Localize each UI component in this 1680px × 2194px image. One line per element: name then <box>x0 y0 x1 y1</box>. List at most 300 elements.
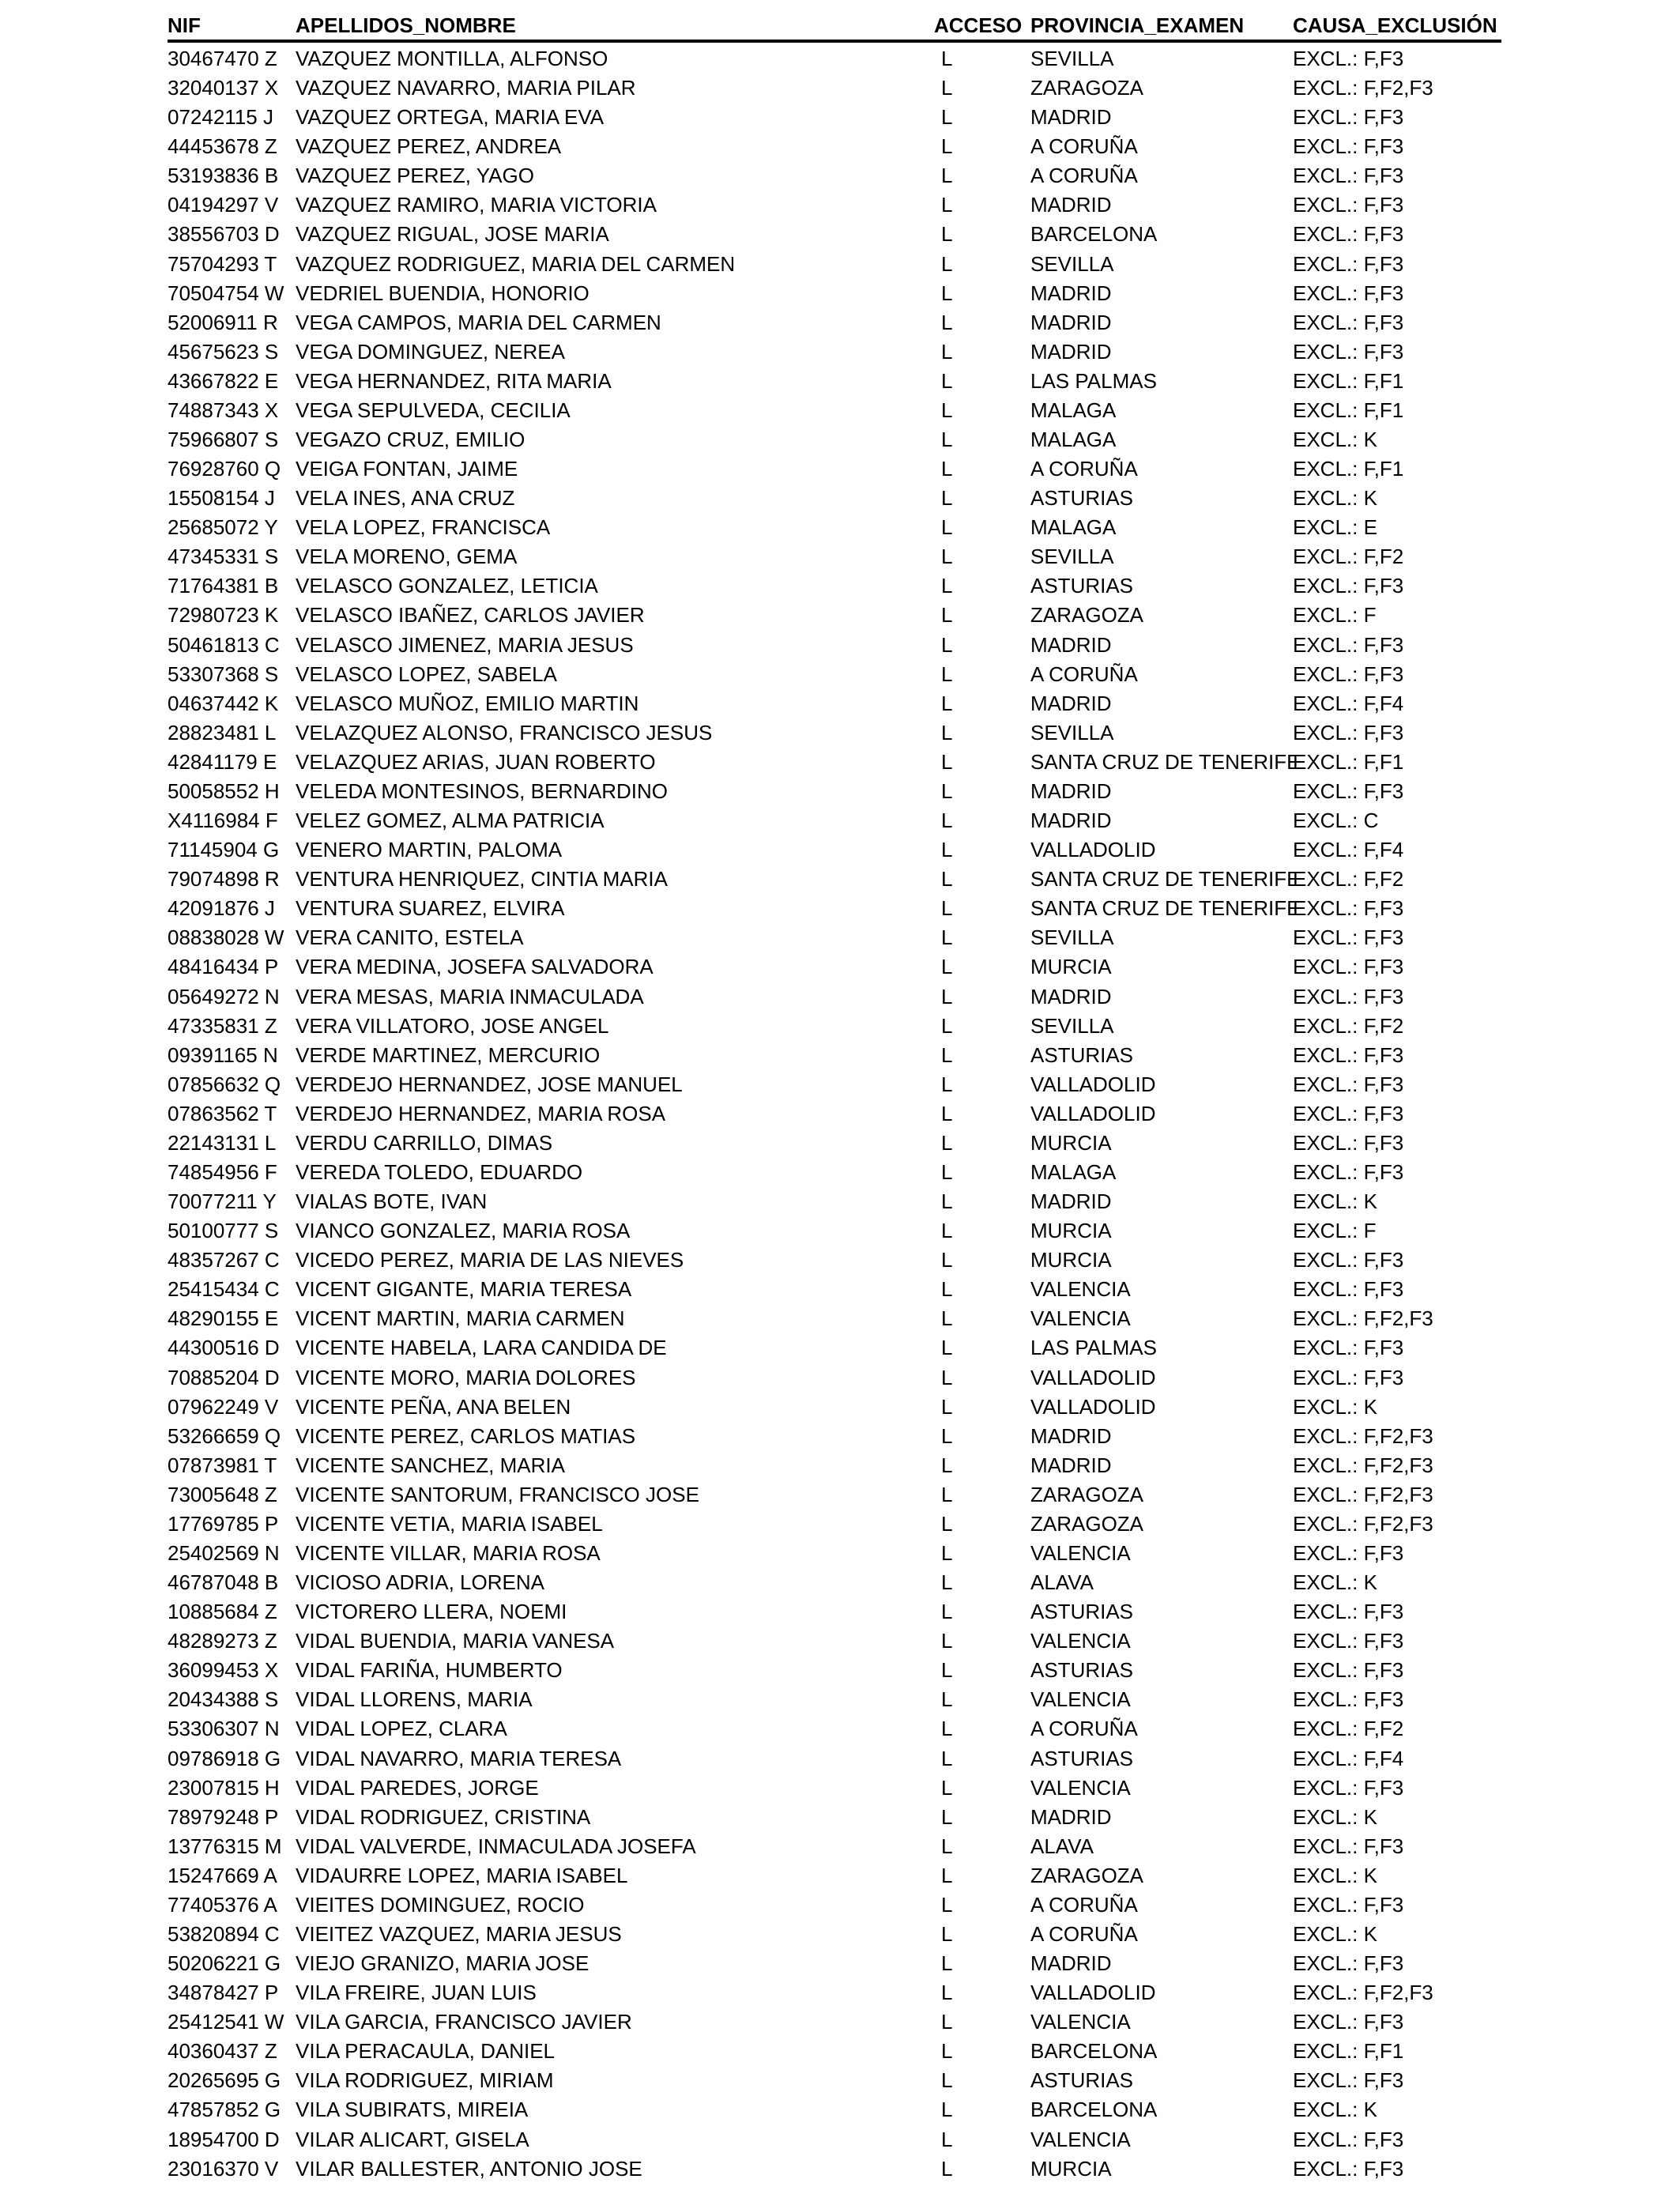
cell-nif: 79074898 R <box>168 867 280 892</box>
cell-acceso: L <box>941 281 953 305</box>
table-row <box>168 1978 1501 2007</box>
cell-apellidos-nombre: VELAZQUEZ ARIAS, JUAN ROBERTO <box>296 749 656 774</box>
cell-causa-exclusion: EXCL.: F,F4 <box>1293 691 1404 715</box>
cell-causa-exclusion: EXCL.: K <box>1293 428 1377 452</box>
cell-acceso: L <box>941 1863 953 1887</box>
table-row <box>168 1568 1501 1597</box>
cell-causa-exclusion: EXCL.: F,F3 <box>1293 1159 1404 1184</box>
cell-apellidos-nombre: VAZQUEZ PEREZ, YAGO <box>296 164 534 188</box>
cell-causa-exclusion: EXCL.: E <box>1293 515 1377 540</box>
cell-provincia-examen: VALENCIA <box>1030 1775 1131 1800</box>
cell-causa-exclusion: EXCL.: F,F3 <box>1293 1892 1404 1917</box>
cell-provincia-examen: A CORUÑA <box>1030 457 1138 481</box>
cell-apellidos-nombre: VAZQUEZ RIGUAL, JOSE MARIA <box>296 222 609 247</box>
cell-apellidos-nombre: VERA VILLATORO, JOSE ANGEL <box>296 1013 609 1038</box>
cell-apellidos-nombre: VIDAL FARIÑA, HUMBERTO <box>296 1658 563 1683</box>
cell-causa-exclusion: EXCL.: F,F2,F3 <box>1293 1511 1433 1536</box>
cell-nif: 46787048 B <box>168 1570 279 1595</box>
cell-provincia-examen: A CORUÑA <box>1030 164 1138 188</box>
table-row <box>168 1333 1501 1363</box>
cell-causa-exclusion: EXCL.: F,F1 <box>1293 457 1404 481</box>
cell-apellidos-nombre: VIDAL LLORENS, MARIA <box>296 1687 533 1712</box>
cell-acceso: L <box>941 1540 953 1565</box>
cell-provincia-examen: MADRID <box>1030 984 1112 1008</box>
cell-nif: 78979248 P <box>168 1804 279 1829</box>
cell-acceso: L <box>941 1365 953 1389</box>
exclusion-list <box>168 11 1501 2184</box>
cell-causa-exclusion: EXCL.: F,F3 <box>1293 1629 1404 1653</box>
cell-acceso: L <box>941 310 953 334</box>
table-row <box>168 571 1501 601</box>
cell-acceso: L <box>941 398 953 422</box>
cell-acceso: L <box>941 1159 953 1184</box>
cell-apellidos-nombre: VELAZQUEZ ALONSO, FRANCISCO JESUS <box>296 720 713 745</box>
cell-apellidos-nombre: VEREDA TOLEDO, EDUARDO <box>296 1159 583 1184</box>
cell-causa-exclusion: EXCL.: F,F3 <box>1293 984 1404 1008</box>
cell-apellidos-nombre: VERA MESAS, MARIA INMACULADA <box>296 984 644 1008</box>
cell-nif: 04637442 K <box>168 691 279 715</box>
cell-causa-exclusion: EXCL.: F,F1 <box>1293 2039 1404 2064</box>
cell-causa-exclusion: EXCL.: F,F3 <box>1293 1101 1404 1125</box>
cell-nif: 25412541 W <box>168 2010 284 2034</box>
cell-apellidos-nombre: VELASCO IBAÑEZ, CARLOS JAVIER <box>296 603 645 628</box>
cell-nif: 22143131 L <box>168 1130 277 1155</box>
cell-provincia-examen: ZARAGOZA <box>1030 1482 1144 1506</box>
cell-provincia-examen: SEVILLA <box>1030 47 1114 70</box>
cell-acceso: L <box>941 2127 953 2151</box>
cell-nif: 53306307 N <box>168 1717 280 1741</box>
cell-acceso: L <box>941 76 953 100</box>
table-row <box>168 44 1501 74</box>
cell-nif: 04194297 V <box>168 193 279 217</box>
cell-acceso: L <box>941 1248 953 1272</box>
cell-causa-exclusion: EXCL.: F,F2,F3 <box>1293 1453 1433 1477</box>
cell-apellidos-nombre: VICEDO PEREZ, MARIA DE LAS NIEVES <box>296 1248 684 1272</box>
cell-apellidos-nombre: VAZQUEZ RODRIGUEZ, MARIA DEL CARMEN <box>296 251 736 276</box>
cell-nif: 42091876 J <box>168 896 275 921</box>
table-row <box>168 1158 1501 1187</box>
cell-nif: 30467470 Z <box>168 47 277 70</box>
cell-causa-exclusion: EXCL.: F,F3 <box>1293 134 1404 159</box>
cell-nif: 09786918 G <box>168 1746 281 1770</box>
table-row <box>168 2095 1501 2124</box>
cell-apellidos-nombre: VIDAL LOPEZ, CLARA <box>296 1717 507 1741</box>
cell-nif: 72980723 K <box>168 603 279 628</box>
cell-causa-exclusion: EXCL.: F,F3 <box>1293 105 1404 130</box>
cell-nif: 50100777 S <box>168 1219 279 1243</box>
cell-provincia-examen: MALAGA <box>1030 515 1117 540</box>
cell-apellidos-nombre: VICENTE SANCHEZ, MARIA <box>296 1453 565 1477</box>
cell-provincia-examen: MADRID <box>1030 691 1112 715</box>
cell-acceso: L <box>941 691 953 715</box>
cell-apellidos-nombre: VILA RODRIGUEZ, MIRIAM <box>296 2068 554 2093</box>
cell-apellidos-nombre: VICTORERO LLERA, NOEMI <box>296 1600 567 1624</box>
cell-provincia-examen: VALLADOLID <box>1030 1394 1156 1419</box>
cell-causa-exclusion: EXCL.: F,F3 <box>1293 1775 1404 1800</box>
table-row <box>168 2125 1501 2154</box>
table-row <box>168 2007 1501 2037</box>
cell-causa-exclusion: EXCL.: K <box>1293 1804 1377 1829</box>
cell-causa-exclusion: EXCL.: K <box>1293 1394 1377 1419</box>
cell-provincia-examen: ASTURIAS <box>1030 1042 1134 1067</box>
cell-nif: 17769785 P <box>168 1511 279 1536</box>
table-row <box>168 337 1501 367</box>
cell-apellidos-nombre: VILA FREIRE, JUAN LUIS <box>296 1981 537 2005</box>
cell-apellidos-nombre: VIEJO GRANIZO, MARIA JOSE <box>296 1951 590 1976</box>
cell-nif: 48357267 C <box>168 1248 280 1272</box>
cell-acceso: L <box>941 1219 953 1243</box>
table-row <box>168 1246 1501 1275</box>
cell-causa-exclusion: EXCL.: F,F2,F3 <box>1293 1482 1433 1506</box>
cell-provincia-examen: VALENCIA <box>1030 1629 1131 1653</box>
cell-apellidos-nombre: VIDAL NAVARRO, MARIA TERESA <box>296 1746 622 1770</box>
cell-acceso: L <box>941 1394 953 1419</box>
cell-causa-exclusion: EXCL.: F,F3 <box>1293 193 1404 217</box>
cell-provincia-examen: ASTURIAS <box>1030 486 1134 511</box>
cell-provincia-examen: ZARAGOZA <box>1030 1863 1144 1887</box>
table-row <box>168 1099 1501 1129</box>
cell-apellidos-nombre: VILAR ALICART, GISELA <box>296 2127 529 2151</box>
cell-apellidos-nombre: VENTURA SUAREZ, ELVIRA <box>296 896 565 921</box>
cell-acceso: L <box>941 1306 953 1331</box>
cell-causa-exclusion: EXCL.: F <box>1293 603 1377 628</box>
table-row <box>168 952 1501 982</box>
cell-apellidos-nombre: VICENTE VILLAR, MARIA ROSA <box>296 1540 601 1565</box>
cell-causa-exclusion: EXCL.: F,F3 <box>1293 1951 1404 1976</box>
cell-nif: 18954700 D <box>168 2127 280 2151</box>
cell-provincia-examen: ZARAGOZA <box>1030 603 1144 628</box>
cell-provincia-examen: VALENCIA <box>1030 1277 1131 1302</box>
table-row <box>168 484 1501 513</box>
cell-causa-exclusion: EXCL.: F,F3 <box>1293 2068 1404 2093</box>
cell-acceso: L <box>941 1042 953 1067</box>
cell-nif: 10885684 Z <box>168 1600 277 1624</box>
cell-causa-exclusion: EXCL.: F,F3 <box>1293 222 1404 247</box>
cell-acceso: L <box>941 545 953 569</box>
cell-acceso: L <box>941 1658 953 1683</box>
cell-nif: 13776315 M <box>168 1834 282 1858</box>
cell-nif: 25402569 N <box>168 1540 280 1565</box>
cell-apellidos-nombre: VEGA DOMINGUEZ, NEREA <box>296 339 565 364</box>
cell-nif: 52006911 R <box>168 310 278 334</box>
cell-causa-exclusion: EXCL.: F,F3 <box>1293 1834 1404 1858</box>
cell-apellidos-nombre: VICENTE SANTORUM, FRANCISCO JOSE <box>296 1482 699 1506</box>
cell-causa-exclusion: EXCL.: F,F2 <box>1293 1717 1404 1741</box>
cell-causa-exclusion: EXCL.: F,F2,F3 <box>1293 1981 1433 2005</box>
table-row <box>168 660 1501 689</box>
table-row <box>168 1803 1501 1832</box>
cell-acceso: L <box>941 1804 953 1829</box>
cell-acceso: L <box>941 457 953 481</box>
cell-acceso: L <box>941 1277 953 1302</box>
table-row <box>168 367 1501 396</box>
cell-causa-exclusion: EXCL.: K <box>1293 1189 1377 1214</box>
cell-nif: 44300516 D <box>168 1336 280 1360</box>
cell-apellidos-nombre: VELASCO JIMENEZ, MARIA JESUS <box>296 632 634 657</box>
cell-acceso: L <box>941 368 953 393</box>
cell-acceso: L <box>941 339 953 364</box>
cell-provincia-examen: ALAVA <box>1030 1570 1094 1595</box>
cell-acceso: L <box>941 134 953 159</box>
cell-provincia-examen: SANTA CRUZ DE TENERIFE <box>1030 867 1301 892</box>
cell-apellidos-nombre: VERDEJO HERNANDEZ, JOSE MANUEL <box>296 1072 683 1096</box>
table-row <box>168 631 1501 660</box>
cell-provincia-examen: MADRID <box>1030 1423 1112 1448</box>
cell-causa-exclusion: EXCL.: F,F3 <box>1293 310 1404 334</box>
cell-nif: 45675623 S <box>168 339 279 364</box>
table-row <box>168 279 1501 308</box>
cell-provincia-examen: VALENCIA <box>1030 2127 1131 2151</box>
table-row <box>168 2154 1501 2184</box>
cell-acceso: L <box>941 2098 953 2122</box>
cell-causa-exclusion: EXCL.: F,F2,F3 <box>1293 1423 1433 1448</box>
cell-provincia-examen: MURCIA <box>1030 1248 1112 1272</box>
cell-acceso: L <box>941 1072 953 1096</box>
cell-provincia-examen: SEVILLA <box>1030 251 1114 276</box>
cell-nif: 74887343 X <box>168 398 279 422</box>
table-row <box>168 542 1501 571</box>
table-row <box>168 1363 1501 1393</box>
cell-apellidos-nombre: VERA MEDINA, JOSEFA SALVADORA <box>296 955 654 979</box>
cell-acceso: L <box>941 2039 953 2064</box>
header-apellidos-nombre: APELLIDOS_NOMBRE <box>296 13 516 37</box>
table-row <box>168 1393 1501 1422</box>
table-row <box>168 1891 1501 1920</box>
cell-causa-exclusion: EXCL.: F,F3 <box>1293 720 1404 745</box>
cell-acceso: L <box>941 1951 953 1976</box>
table-row <box>168 1832 1501 1861</box>
cell-acceso: L <box>941 1892 953 1917</box>
cell-nif: 07856632 Q <box>168 1072 281 1096</box>
table-row <box>168 1070 1501 1099</box>
cell-nif: 05649272 N <box>168 984 280 1008</box>
cell-provincia-examen: ASTURIAS <box>1030 1658 1134 1683</box>
cell-provincia-examen: ASTURIAS <box>1030 1746 1134 1770</box>
cell-causa-exclusion: EXCL.: K <box>1293 1922 1377 1946</box>
cell-nif: 53820894 C <box>168 1922 280 1946</box>
cell-nif: 50461813 C <box>168 632 280 657</box>
cell-apellidos-nombre: VAZQUEZ PEREZ, ANDREA <box>296 134 562 159</box>
cell-acceso: L <box>941 574 953 598</box>
cell-apellidos-nombre: VELASCO LOPEZ, SABELA <box>296 662 557 686</box>
table-row <box>168 190 1501 220</box>
cell-nif: X4116984 F <box>168 809 278 833</box>
cell-causa-exclusion: EXCL.: F,F3 <box>1293 2010 1404 2034</box>
cell-acceso: L <box>941 1423 953 1448</box>
table-row <box>168 1714 1501 1744</box>
table-header <box>168 11 1501 43</box>
cell-provincia-examen: MADRID <box>1030 193 1112 217</box>
cell-acceso: L <box>941 486 953 511</box>
cell-provincia-examen: ZARAGOZA <box>1030 1511 1144 1536</box>
cell-apellidos-nombre: VEGA SEPULVEDA, CECILIA <box>296 398 571 422</box>
cell-nif: 71764381 B <box>168 574 279 598</box>
table-row <box>168 601 1501 630</box>
table-row <box>168 396 1501 425</box>
table-body <box>168 44 1501 2184</box>
cell-acceso: L <box>941 1336 953 1360</box>
cell-acceso: L <box>941 222 953 247</box>
cell-acceso: L <box>941 164 953 188</box>
cell-apellidos-nombre: VIDAURRE LOPEZ, MARIA ISABEL <box>296 1863 628 1887</box>
cell-causa-exclusion: EXCL.: F,F2,F3 <box>1293 1306 1433 1331</box>
cell-provincia-examen: MADRID <box>1030 632 1112 657</box>
cell-acceso: L <box>941 632 953 657</box>
cell-nif: 23007815 H <box>168 1775 280 1800</box>
table-row <box>168 748 1501 777</box>
table-row <box>168 1480 1501 1510</box>
cell-provincia-examen: MADRID <box>1030 310 1112 334</box>
cell-nif: 70885204 D <box>168 1365 280 1389</box>
cell-apellidos-nombre: VICENTE VETIA, MARIA ISABEL <box>296 1511 603 1536</box>
cell-acceso: L <box>941 428 953 452</box>
cell-provincia-examen: SEVILLA <box>1030 545 1114 569</box>
cell-provincia-examen: MURCIA <box>1030 955 1112 979</box>
cell-apellidos-nombre: VILAR BALLESTER, ANTONIO JOSE <box>296 2156 642 2181</box>
cell-apellidos-nombre: VICENTE PEREZ, CARLOS MATIAS <box>296 1423 636 1448</box>
table-row <box>168 132 1501 161</box>
cell-provincia-examen: BARCELONA <box>1030 2098 1158 2122</box>
cell-causa-exclusion: EXCL.: F,F3 <box>1293 1042 1404 1067</box>
cell-acceso: L <box>941 838 953 862</box>
cell-apellidos-nombre: VERDE MARTINEZ, MERCURIO <box>296 1042 601 1067</box>
cell-causa-exclusion: EXCL.: F,F1 <box>1293 368 1404 393</box>
cell-apellidos-nombre: VICENT GIGANTE, MARIA TERESA <box>296 1277 632 1302</box>
cell-nif: 47345331 S <box>168 545 279 569</box>
cell-nif: 48289273 Z <box>168 1629 277 1653</box>
cell-nif: 43667822 E <box>168 368 279 393</box>
cell-acceso: L <box>941 1189 953 1214</box>
cell-apellidos-nombre: VAZQUEZ MONTILLA, ALFONSO <box>296 47 608 70</box>
cell-nif: 50058552 H <box>168 778 280 803</box>
cell-provincia-examen: VALLADOLID <box>1030 838 1156 862</box>
cell-nif: 15508154 J <box>168 486 275 511</box>
cell-nif: 53193836 B <box>168 164 279 188</box>
cell-provincia-examen: MADRID <box>1030 105 1112 130</box>
cell-causa-exclusion: EXCL.: F,F3 <box>1293 1248 1404 1272</box>
cell-causa-exclusion: EXCL.: F,F3 <box>1293 1072 1404 1096</box>
cell-provincia-examen: ZARAGOZA <box>1030 76 1144 100</box>
cell-nif: 75704293 T <box>168 251 277 276</box>
cell-causa-exclusion: EXCL.: F,F3 <box>1293 925 1404 950</box>
cell-apellidos-nombre: VICIOSO ADRIA, LORENA <box>296 1570 544 1595</box>
cell-apellidos-nombre: VIALAS BOTE, IVAN <box>296 1189 488 1214</box>
cell-causa-exclusion: EXCL.: F,F3 <box>1293 251 1404 276</box>
cell-provincia-examen: MADRID <box>1030 1951 1112 1976</box>
table-row <box>168 425 1501 454</box>
cell-apellidos-nombre: VILA SUBIRATS, MIREIA <box>296 2098 529 2122</box>
cell-acceso: L <box>941 193 953 217</box>
cell-causa-exclusion: EXCL.: K <box>1293 486 1377 511</box>
cell-apellidos-nombre: VERA CANITO, ESTELA <box>296 925 524 950</box>
cell-apellidos-nombre: VEGA CAMPOS, MARIA DEL CARMEN <box>296 310 661 334</box>
cell-nif: 70504754 W <box>168 281 284 305</box>
cell-provincia-examen: LAS PALMAS <box>1030 368 1157 393</box>
cell-nif: 34878427 P <box>168 1981 279 2005</box>
header-nif: NIF <box>168 13 201 37</box>
table-row <box>168 1129 1501 1158</box>
cell-causa-exclusion: EXCL.: F,F3 <box>1293 896 1404 921</box>
cell-acceso: L <box>941 1981 953 2005</box>
cell-acceso: L <box>941 1570 953 1595</box>
cell-nif: 20265695 G <box>168 2068 281 2093</box>
cell-causa-exclusion: EXCL.: F,F2 <box>1293 1013 1404 1038</box>
cell-apellidos-nombre: VERDU CARRILLO, DIMAS <box>296 1130 553 1155</box>
cell-nif: 53307368 S <box>168 662 279 686</box>
cell-nif: 48290155 E <box>168 1306 279 1331</box>
cell-causa-exclusion: EXCL.: F,F3 <box>1293 632 1404 657</box>
table-row <box>168 835 1501 865</box>
cell-acceso: L <box>941 749 953 774</box>
cell-nif: 23016370 V <box>168 2156 279 2181</box>
cell-nif: 47335831 Z <box>168 1013 277 1038</box>
cell-provincia-examen: ALAVA <box>1030 1834 1094 1858</box>
cell-apellidos-nombre: VEGA HERNANDEZ, RITA MARIA <box>296 368 612 393</box>
cell-provincia-examen: MADRID <box>1030 1453 1112 1477</box>
table-row <box>168 1861 1501 1891</box>
cell-causa-exclusion: EXCL.: F,F3 <box>1293 281 1404 305</box>
table-row <box>168 1685 1501 1714</box>
cell-nif: 28823481 L <box>168 720 277 745</box>
cell-apellidos-nombre: VIDAL VALVERDE, INMACULADA JOSEFA <box>296 1834 696 1858</box>
cell-acceso: L <box>941 1101 953 1125</box>
cell-apellidos-nombre: VAZQUEZ RAMIRO, MARIA VICTORIA <box>296 193 657 217</box>
cell-nif: 15247669 A <box>168 1863 277 1887</box>
cell-provincia-examen: MADRID <box>1030 778 1112 803</box>
cell-acceso: L <box>941 47 953 70</box>
cell-provincia-examen: ASTURIAS <box>1030 1600 1134 1624</box>
cell-acceso: L <box>941 1013 953 1038</box>
cell-acceso: L <box>941 896 953 921</box>
cell-apellidos-nombre: VEIGA FONTAN, JAIME <box>296 457 518 481</box>
cell-apellidos-nombre: VEGAZO CRUZ, EMILIO <box>296 428 525 452</box>
cell-nif: 53266659 Q <box>168 1423 281 1448</box>
cell-apellidos-nombre: VENERO MARTIN, PALOMA <box>296 838 563 862</box>
cell-provincia-examen: MADRID <box>1030 809 1112 833</box>
cell-causa-exclusion: EXCL.: C <box>1293 809 1379 833</box>
cell-provincia-examen: VALENCIA <box>1030 1306 1131 1331</box>
cell-provincia-examen: VALLADOLID <box>1030 1101 1156 1125</box>
table-row <box>168 982 1501 1012</box>
cell-apellidos-nombre: VIANCO GONZALEZ, MARIA ROSA <box>296 1219 631 1243</box>
cell-causa-exclusion: EXCL.: F,F3 <box>1293 1687 1404 1712</box>
cell-acceso: L <box>941 603 953 628</box>
cell-provincia-examen: MALAGA <box>1030 1159 1117 1184</box>
cell-causa-exclusion: EXCL.: F,F3 <box>1293 164 1404 188</box>
cell-provincia-examen: SANTA CRUZ DE TENERIFE <box>1030 749 1301 774</box>
cell-provincia-examen: VALLADOLID <box>1030 1365 1156 1389</box>
cell-nif: 73005648 Z <box>168 1482 277 1506</box>
cell-causa-exclusion: EXCL.: K <box>1293 2098 1377 2122</box>
table-row <box>168 161 1501 190</box>
table-row <box>168 1597 1501 1627</box>
table-row <box>168 1949 1501 1978</box>
table-row <box>168 1627 1501 1656</box>
cell-nif: 38556703 D <box>168 222 280 247</box>
cell-acceso: L <box>941 2010 953 2034</box>
cell-causa-exclusion: EXCL.: F,F3 <box>1293 1130 1404 1155</box>
cell-provincia-examen: SEVILLA <box>1030 925 1114 950</box>
cell-apellidos-nombre: VELASCO GONZALEZ, LETICIA <box>296 574 598 598</box>
cell-provincia-examen: VALENCIA <box>1030 2010 1131 2034</box>
table-row <box>168 923 1501 952</box>
cell-acceso: L <box>941 251 953 276</box>
cell-apellidos-nombre: VIEITES DOMINGUEZ, ROCIO <box>296 1892 585 1917</box>
cell-nif: 75966807 S <box>168 428 279 452</box>
cell-acceso: L <box>941 1511 953 1536</box>
table-row <box>168 1187 1501 1216</box>
table-row <box>168 1920 1501 1949</box>
